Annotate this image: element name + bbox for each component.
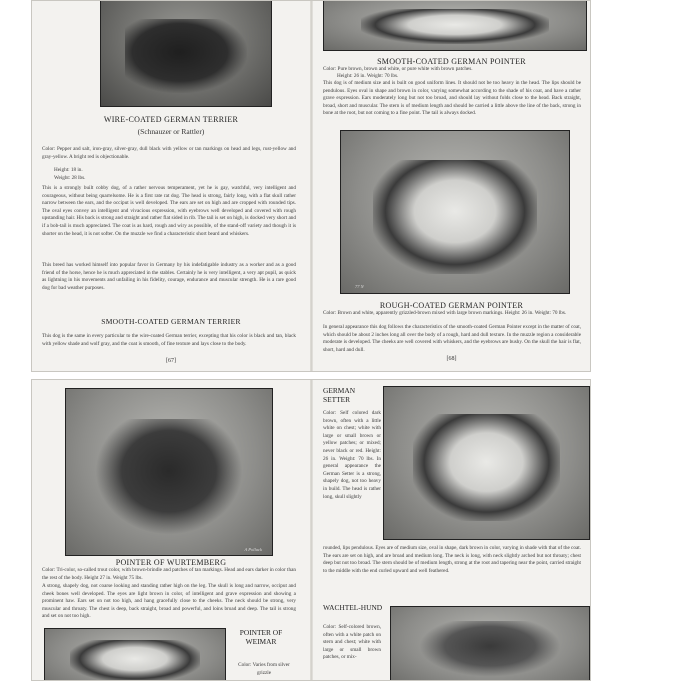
german-setter-photo (383, 386, 590, 540)
second-breed-title: ROUGH-COATED GERMAN POINTER (379, 301, 524, 310)
bottom-page-spread (31, 379, 591, 681)
description-paragraph: A strong, shapely dog, not coarse looking and standing rather high on the leg. The skull is long and narrow, occiput and cheek bones well developed. The eyes are light brown in color, of intelligent and grave expression and showing a prominent haw. Ears set on not too high, and hang gracefully close to the cheeks. The neck should be strong, very muscular and throaty. The chest is deep, back straight, broad and powerful, and loins broad and deep. The tail is strong and set on not too high. (42, 583, 296, 620)
side-breed-paragraph: Color: Varies from silver grizzle (238, 662, 290, 676)
right-page-setter (313, 380, 590, 680)
page-number: [67] (166, 358, 176, 364)
second-breed-title: WACHTEL-HUND (323, 603, 383, 612)
stats-line: Height: 26 in. Weight: 70 lbs. (337, 73, 399, 79)
rough-pointer-photo (340, 130, 570, 294)
side-paragraph: Color: Self colored dark brown, often with a little white on chest; white with large or small brown or yellow patches; or mixed; never black or red. Height: 26 in. Weight: 70 lbs. In general appearance the German Setter is a strong, shapely dog, not too heavy in build. The head is rather long, skull slightly (323, 410, 381, 500)
second-breed-paragraph: In general appearance this dog follows the characteristics of the smooth-coated German Pointer except in the matter of coat, which should be about 2 inches long all over the body of a rough, hard and dull texture. In the muzzle region a considerable moderate is developed. The cheeks are well covered with whiskers, and the eyebrows are bushy. On the skull the hair is flat, short, hard and dull. (323, 324, 581, 353)
second-breed-paragraph: Color: Self-colored brown, often with a white patch on stern and chest; white with large or small brown patches, or mix- (323, 624, 381, 661)
schnauzer-photo (100, 1, 272, 107)
wachtelhund-photo (390, 606, 590, 680)
second-color-paragraph: Color: Brown and white, apparently grizzled-brown mixed with large brown markings. Height: 26 in. Weight: 70 lbs. (323, 310, 567, 316)
left-page-67 (32, 1, 310, 371)
top-page-spread (31, 0, 591, 372)
right-page-68 (313, 1, 590, 371)
wurtemberg-pointer-photo (65, 388, 273, 556)
color-paragraph: Color: Pure brown, brown and white, or pure white with brown patches. (323, 66, 473, 72)
color-paragraph: Color: Pepper and salt, iron-gray, silver-gray, dull black with yellow or tan markings on head and legs, rust-yellow and gray-yellow. A bright red is objectionable. (42, 146, 296, 160)
smooth-pointer-photo (323, 1, 587, 51)
height-line: Height: 18 in. (54, 167, 83, 173)
breed-subtitle: (Schnauzer or Rattler) (137, 127, 205, 136)
color-paragraph: Color: Tri-color, so-called trout color, with brown-brindle and patches of tan markings. Head and ears darker in color than the rest of the body. Height 27 in. Weight 75 lbs. (42, 567, 296, 581)
description-paragraph: This is a strongly built cobby dog, of a rather nervous temperament, yet he is gay, watchful, very intelligent and courageous, without being quarrelsome. He is a first rate rat dog. The head is strong, fairly long, with a flat skull rather narrow between the ears, and the occiput is well developed. The ears are set on high and are cropped with rounded tips. The oval eyes convey an intelligent and vivacious expression, with eyebrows well developed and covered with rough upstanding hair. His back is strong and straight and rather flat sided in rib. The tail is set on high, is docked very short and if a bob-tail is much appreciated. The coat is as hard, rough and wiry as possible, of the stand-off variety and though it is shorter on the head, it is not softer. On the muzzle we find a characteristic short beard and whiskers. (42, 185, 296, 237)
second-breed-title: SMOOTH-COATED GERMAN TERRIER (101, 317, 241, 326)
page-number: [68] (446, 356, 457, 362)
photo-signature: A Pollack (244, 547, 262, 552)
breed-title: GERMAN SETTER (323, 386, 356, 404)
left-page-wurtemberg (32, 380, 310, 680)
description-paragraph-2: This breed has worked himself into popular favor in Germany by his indefatigable industry as a worker and as a good friend of the horse, hence he is much appreciated in the stables. Certainly he is very intelligent, a very apt pupil, as quick as lightning in his movements and unfailing in his fidelity, courage, endurance and muscular strength. He is a rare good dog for bad weather purposes. (42, 262, 296, 291)
photo-caption: 77 N (355, 284, 364, 289)
breed-title: WIRE-COATED GERMAN TERRIER (103, 115, 239, 124)
description-paragraph: This dog is of medium size and is built on good uniform lines. It should not be too heavy in the head. The lips should be pendulous. Eyes oval in shape and brown in color, varying somewhat according to the shade of his coat, and have a rather grave expression. Ears moderately long but not too broad, and should lay without folds close to the head. Back straight, broad, short and muscular. The stern is of medium length and should be carried a little above the line of the back, strong in bone at the root, but not coming to a fine point. The tail is always docked. (323, 80, 581, 117)
breed-title: POINTER OF WURTEMBERG (115, 558, 227, 567)
weight-line: Weight: 28 lbs. (54, 175, 86, 181)
weimar-pointer-photo (44, 628, 226, 680)
breed-title: SMOOTH-COATED GERMAN POINTER (377, 57, 526, 66)
second-breed-paragraph: This dog is the same in every particular to the wire-coated German terrier, excepting that his color is black and tan, black with yellow shade and wolf gray, and the coat is smooth, of fine texture and lays close to the body. (42, 333, 296, 347)
side-breed-title: POINTER OF WEIMAR (239, 628, 283, 646)
description-paragraph: rounded, lips pendulous. Eyes are of medium size, oval in shape, dark brown in color, varying in shade with that of the coat. The ears are set on high, and are broad and medium long. The neck is long, with neck slightly arched but not throaty; chest deep but not too broad. The stern should be of medium length, strong at the root and tapering near the point, carried straight to the middle with the end curled upward and well feathered. (323, 545, 581, 574)
